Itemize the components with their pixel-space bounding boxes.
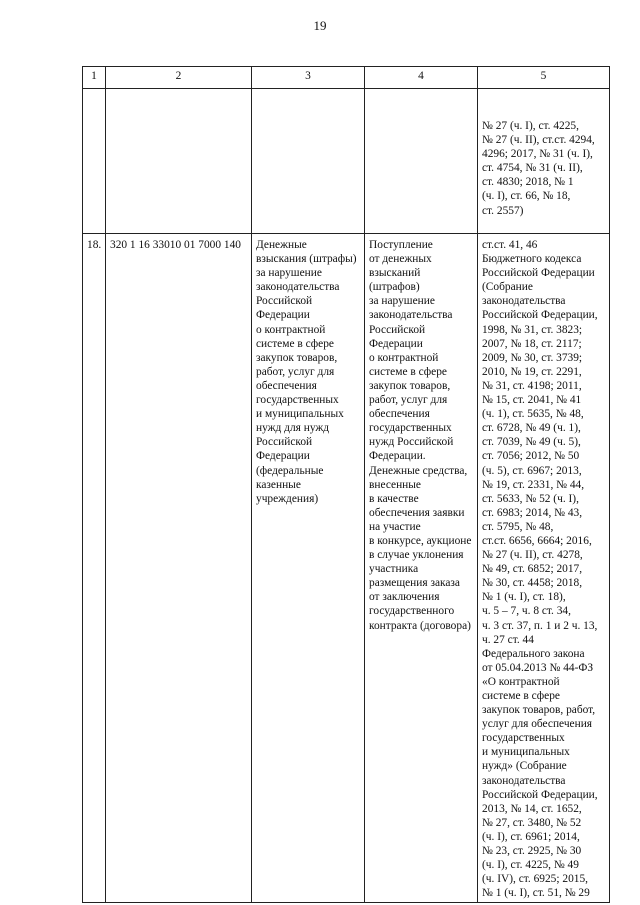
continuation-row — [83, 89, 610, 234]
continuation-cell-4 — [365, 89, 478, 234]
document-table — [82, 66, 610, 903]
header-row — [83, 67, 610, 89]
income-description: Поступление от денежных взысканий (штрафов) за нарушение законодательства Российской Федерации о контрактной системе в сфере закупок товаров, работ, услуг для обеспечения государственных нужд Российской Федерации. Денежные средства, внесенные в качестве обеспечения заявки на участие в конкурсе, аукционе в случае уклонения участника размещения заказа от заключения государственного контракта (договора) — [365, 234, 478, 903]
header-cell-5: 5 — [478, 67, 610, 89]
continuation-cell-1 — [83, 89, 106, 234]
budget-classification-code: 320 1 16 33010 01 7000 140 — [106, 234, 252, 903]
table-row-18 — [83, 234, 610, 903]
header-cell-3: 3 — [252, 67, 365, 89]
income-name: Денежные взыскания (штрафы) за нарушение законодательства Российской Федерации о контрактной системе в сфере закупок товаров, работ, услуг для обеспечения государственных и муниципальных нужд для нужд Российской Федерации (федеральные казенные учреждения) — [252, 234, 365, 903]
row-number: 18. — [83, 234, 106, 903]
legal-basis: ст.ст. 41, 46 Бюджетного кодекса Российской Федерации (Собрание законодательства Российской Федерации, 1998, № 31, ст. 3823; 2007, № 18, ст. 2117; 2009, № 30, ст. 3739; 2010, № 19, ст. 2291, № 31, ст. 4198; 2011, № 15, ст. 2041, № 41 (ч. 1), ст. 5635, № 48, ст. 6728, № 49 (ч. 1), ст. 7039, № 49 (ч. 5), ст. 7056; 2012, № 50 (ч. 5), ст. 6967; 2013, № 19, ст. 2331, № 44, ст. 5633, № 52 (ч. I), ст. 6983; 2014, № 43, ст. 5795, № 48, ст.ст. 6656, 6664; 2016, № 27 (ч. II), ст. 4278, № 49, ст. 6852; 2017, № 30, ст. 4458; 2018, № 1 (ч. I), ст. 18), ч. 5 – 7, ч. 8 ст. 34, ч. 3 ст. 37, п. 1 и 2 ч. 13, ч. 27 ст. 44 Федерального закона от 05.04.2013 № 44-ФЗ «О контрактной системе в сфере закупок товаров, работ, услуг для обеспечения государственных и муниципальных нужд» (Собрание законодательства Российской Федерации, 2013, № 14, ст. 1652, № 27, ст. 3480, № 52 (ч. I), ст. 6961; 2014, № 23, ст. 2925, № 30 (ч. I), ст. 4225, № 49 (ч. IV), ст. 6925; 2015, № 1 (ч. I), ст. 51, № 29 — [478, 234, 610, 903]
page-number: 19 — [313, 18, 327, 33]
header-cell-4: 4 — [365, 67, 478, 89]
continuation-cell-3 — [252, 89, 365, 234]
header-cell-1: 1 — [83, 67, 106, 89]
continuation-cell-2 — [106, 89, 252, 234]
continuation-legal-basis: № 27 (ч. I), ст. 4225, № 27 (ч. II), ст.ст. 4294, 4296; 2017, № 31 (ч. I), ст. 4754, № 31 (ч. II), ст. 4830; 2018, № 1 (ч. I), ст. 66, № 18, ст. 2557) — [478, 89, 610, 234]
header-cell-2: 2 — [106, 67, 252, 89]
